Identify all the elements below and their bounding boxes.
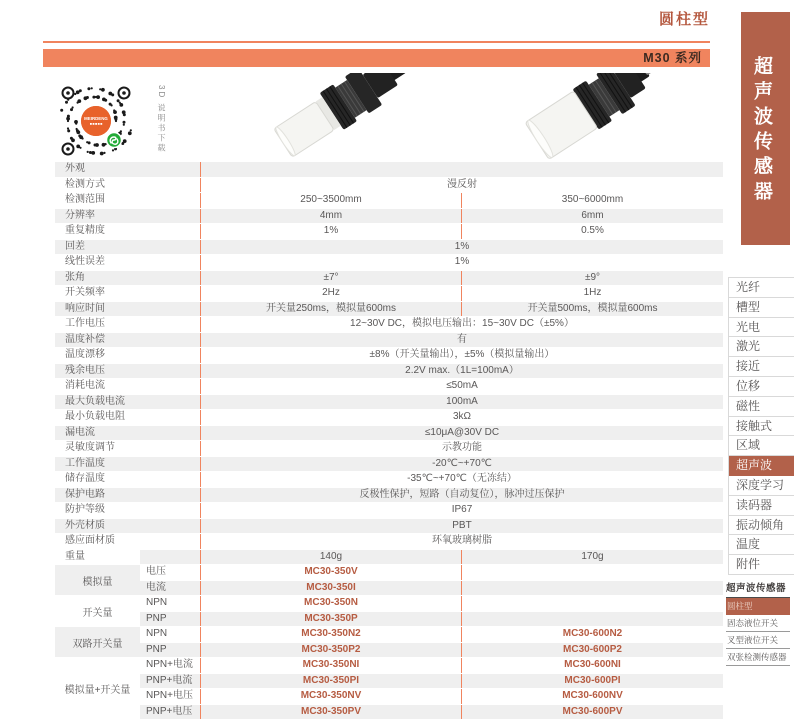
spec-label: 开关频率 <box>65 287 105 298</box>
model-number <box>461 581 723 596</box>
spec-row <box>55 410 723 426</box>
model-number: MC30-600NV <box>461 689 723 704</box>
spec-row <box>55 488 723 504</box>
model-number: MC30-350NV <box>200 689 461 704</box>
spec-value: 250~3500mm <box>200 193 461 208</box>
spec-table <box>55 162 723 565</box>
model-number: MC30-350N2 <box>200 627 461 642</box>
category-nav <box>728 277 794 575</box>
spec-row <box>55 224 723 240</box>
spec-value: 开关量500ms，模拟量600ms <box>461 302 723 317</box>
model-sub-label: NPN <box>146 628 168 639</box>
spec-row <box>55 317 723 333</box>
model-group-rows <box>140 565 723 596</box>
spec-row <box>55 534 723 550</box>
category-item[interactable]: 磁性 <box>729 397 794 417</box>
spec-row <box>55 162 723 178</box>
model-sub-label: PNP <box>140 643 200 658</box>
subnav-item[interactable]: 双张检测传感器 <box>726 649 790 666</box>
model-row <box>140 565 723 581</box>
spec-label: 温度漂移 <box>65 349 105 360</box>
spec-label: 工作温度 <box>55 457 200 472</box>
spec-label: 最大负载电流 <box>55 395 200 410</box>
subnav-title: 超声波传感器 <box>726 580 790 598</box>
model-table <box>55 565 723 720</box>
model-group-label: 开关量 <box>55 596 140 627</box>
spec-row <box>55 550 723 566</box>
subnav-item[interactable]: 叉型液位开关 <box>726 632 790 649</box>
model-sub-label: PNP+电压 <box>140 705 200 720</box>
model-group-label: 模拟量 <box>55 565 140 596</box>
model-number: MC30-350V <box>200 565 461 580</box>
qr-caption: 3D 说明书下载 <box>157 85 166 154</box>
series-title: M30 系列 <box>643 51 702 65</box>
spec-row <box>55 271 723 287</box>
category-item[interactable]: 深度学习 <box>729 476 794 496</box>
subnav-item[interactable]: 圆柱型 <box>726 598 790 615</box>
model-number: MC30-350I <box>200 581 461 596</box>
spec-row <box>55 193 723 209</box>
spec-label: 温度补偿 <box>55 333 200 348</box>
model-row <box>140 705 723 721</box>
spec-row <box>55 441 723 457</box>
spec-value: 1Hz <box>461 286 723 301</box>
spec-value: ≤50mA <box>200 379 723 394</box>
sensor-photo-350 <box>255 73 410 162</box>
spec-label: 感应面材质 <box>65 535 115 546</box>
spec-label: 回差 <box>55 240 200 255</box>
spec-row <box>55 178 723 194</box>
spec-value: 100mA <box>200 395 723 410</box>
model-number: MC30-600NI <box>461 658 723 673</box>
spec-row <box>55 240 723 256</box>
spec-value: 1% <box>200 224 461 239</box>
model-group-label: 双路开关量 <box>55 627 140 658</box>
category-item[interactable]: 附件 <box>729 555 794 575</box>
spec-value: 反极性保护，短路（自动复位），脉冲过压保护 <box>200 488 723 503</box>
model-group <box>55 565 723 596</box>
model-group-rows <box>140 596 723 627</box>
spec-label: 检测方式 <box>65 178 105 190</box>
model-sub-label: PNP <box>140 612 200 627</box>
model-row <box>140 674 723 690</box>
model-number: MC30-350P2 <box>200 643 461 658</box>
spec-value: 170g <box>461 550 723 565</box>
spec-value: PBT <box>200 519 723 534</box>
spec-row <box>55 255 723 271</box>
spec-label: 灵敏度调节 <box>65 442 115 453</box>
category-item[interactable]: 位移 <box>729 377 794 397</box>
series-banner <box>43 49 710 67</box>
model-sub-label: 电流 <box>140 581 200 596</box>
spec-value: 1% <box>200 255 723 270</box>
spec-value: 2Hz <box>200 286 461 301</box>
model-sub-label: 电压 <box>146 566 166 577</box>
svg-text:MEIRDENG: MEIRDENG <box>84 116 108 121</box>
spec-value: ≤10μA@30V DC <box>200 426 723 441</box>
model-sub-label: NPN+电流 <box>146 659 193 670</box>
spec-value: ±8%（开关量输出），±5%（模拟量输出） <box>200 348 723 363</box>
category-item[interactable]: 接触式 <box>729 417 794 437</box>
category-item[interactable]: 激光 <box>729 337 794 357</box>
category-item[interactable]: 读码器 <box>729 496 794 516</box>
spec-value <box>200 162 723 177</box>
spec-row <box>55 364 723 380</box>
spec-value: 3kΩ <box>200 410 723 425</box>
sensor-photo-600 <box>517 73 662 162</box>
sidebar-product-family-banner <box>741 12 790 245</box>
model-number: MC30-600PV <box>461 705 723 720</box>
model-number: MC30-350PI <box>200 674 461 689</box>
spec-row <box>55 348 723 364</box>
category-item[interactable]: 光电 <box>729 318 794 338</box>
model-number <box>461 565 723 580</box>
spec-label: 最小负载电阻 <box>65 411 125 422</box>
spec-value: -20℃~+70℃ <box>200 457 723 472</box>
category-item[interactable]: 区域 <box>729 436 794 456</box>
spec-label: 响应时间 <box>55 302 200 317</box>
subnav-item[interactable]: 固态液位开关 <box>726 615 790 632</box>
sidebar-product-family-label: 超声波传感器 <box>751 56 772 206</box>
spec-label: 分辨率 <box>55 209 200 224</box>
spec-value: 环氧玻璃树脂 <box>200 534 723 549</box>
spec-value: 开关量250ms，模拟量600ms <box>200 302 461 317</box>
spec-value: 示教功能 <box>200 441 723 456</box>
model-sub-label: NPN <box>146 597 168 608</box>
spec-value: 0.5% <box>461 224 723 239</box>
spec-row <box>55 209 723 225</box>
spec-label: 残余电压 <box>55 364 200 379</box>
spec-label: 储存温度 <box>65 473 105 484</box>
model-row <box>140 596 723 612</box>
model-row <box>140 627 723 643</box>
model-group <box>55 627 723 658</box>
spec-value: 2.2V max.（1L=100mA） <box>200 364 723 379</box>
model-number: MC30-600N2 <box>461 627 723 642</box>
model-number: MC30-350NI <box>200 658 461 673</box>
model-number <box>461 612 723 627</box>
model-group <box>55 596 723 627</box>
spec-row <box>55 503 723 519</box>
model-row <box>140 581 723 597</box>
spec-row <box>55 302 723 318</box>
spec-label: 漏电流 <box>55 426 200 441</box>
spec-label: 外壳材质 <box>55 519 200 534</box>
spec-row <box>55 286 723 302</box>
spec-value: -35℃~+70℃（无冻结） <box>200 472 723 487</box>
spec-label: 工作电压 <box>65 318 105 329</box>
spec-value: 有 <box>200 333 723 348</box>
spec-row <box>55 457 723 473</box>
header-divider <box>43 41 710 43</box>
spec-value: 140g <box>200 550 461 565</box>
spec-row <box>55 426 723 442</box>
spec-value: ±7° <box>200 271 461 286</box>
spec-value: 6mm <box>461 209 723 224</box>
qr-code <box>57 82 135 160</box>
spec-row <box>55 519 723 535</box>
spec-value: 4mm <box>200 209 461 224</box>
category-item[interactable]: 光纤 <box>729 278 794 298</box>
spec-row <box>55 472 723 488</box>
spec-row <box>55 395 723 411</box>
model-number: MC30-600P2 <box>461 643 723 658</box>
product-showcase <box>55 73 723 162</box>
spec-value: IP67 <box>200 503 723 518</box>
category-item[interactable]: 超声波 <box>729 456 794 476</box>
model-number <box>461 596 723 611</box>
spec-label: 重量 <box>55 550 140 565</box>
page-title: 圆柱型 <box>658 11 710 28</box>
model-row <box>140 643 723 659</box>
category-item[interactable]: 温度 <box>729 535 794 555</box>
spec-sub-spacer <box>140 550 200 565</box>
spec-value: 1% <box>200 240 723 255</box>
model-row <box>140 689 723 705</box>
model-number: MC30-350PV <box>200 705 461 720</box>
model-sub-label: PNP+电流 <box>140 674 200 689</box>
spec-label: 检测范围 <box>65 194 105 205</box>
ultrasonic-subnav <box>726 580 790 666</box>
category-item[interactable]: 振动倾角 <box>729 516 794 536</box>
model-sub-label: NPN+电压 <box>146 690 193 701</box>
spec-row <box>55 333 723 349</box>
spec-value: ±9° <box>461 271 723 286</box>
model-number: MC30-350P <box>200 612 461 627</box>
model-group-rows <box>140 658 723 720</box>
spec-row <box>55 379 723 395</box>
model-group-label: 模拟量+开关量 <box>55 658 140 720</box>
model-group <box>55 658 723 720</box>
spec-label: 防护等级 <box>65 504 105 515</box>
model-row <box>140 658 723 674</box>
model-row <box>140 612 723 628</box>
model-number: MC30-350N <box>200 596 461 611</box>
spec-label: 消耗电流 <box>65 380 105 391</box>
model-number: MC30-600PI <box>461 674 723 689</box>
category-item[interactable]: 槽型 <box>729 298 794 318</box>
spec-label: 重复精度 <box>65 225 105 236</box>
spec-label: 保护电路 <box>55 488 200 503</box>
spec-value: 350~6000mm <box>461 193 723 208</box>
spec-label: 张角 <box>55 271 200 286</box>
spec-value: 12~30V DC，模拟电压输出：15~30V DC（±5%） <box>200 317 723 332</box>
spec-label: 线性误差 <box>65 256 105 267</box>
spec-value: 漫反射 <box>200 178 723 193</box>
model-group-rows <box>140 627 723 658</box>
spec-label: 外观 <box>55 162 200 177</box>
category-item[interactable]: 接近 <box>729 357 794 377</box>
